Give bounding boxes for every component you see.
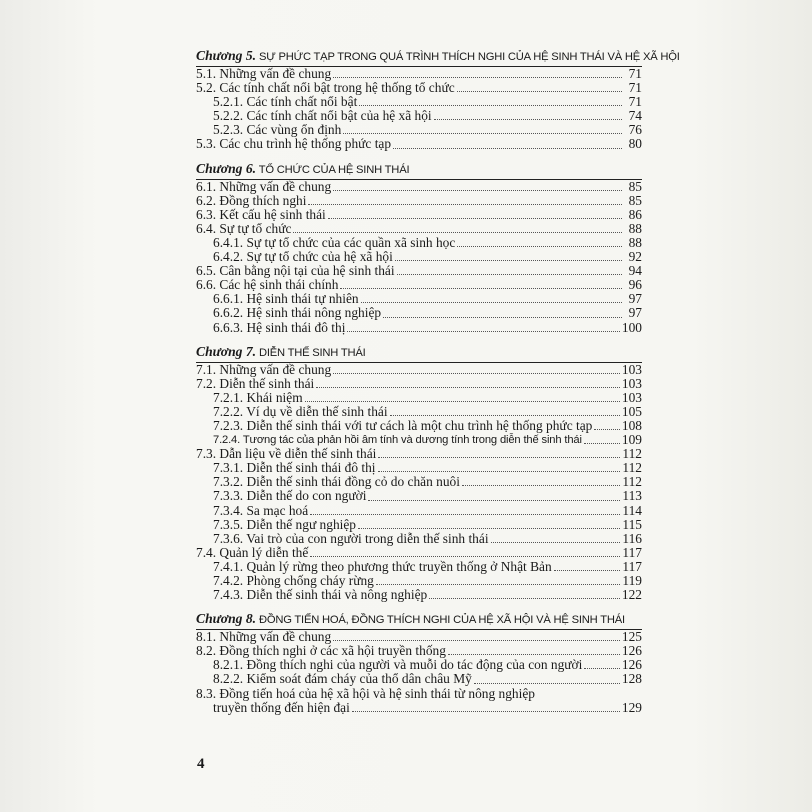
toc-entry [196, 180, 642, 194]
entry-line [196, 687, 642, 701]
entry-page: 113 [622, 488, 642, 504]
entry-title: 6.6. Các hệ sinh thái chính [196, 277, 339, 293]
dot-leader [462, 484, 620, 486]
toc-entry [196, 447, 642, 461]
toc-entry [196, 475, 642, 489]
entry-title: 7.2.1. Khái niệm [213, 389, 303, 405]
toc-entry [196, 658, 642, 672]
entry-page: 85 [628, 192, 642, 208]
entry-page: 71 [628, 80, 642, 96]
toc-entry [196, 363, 642, 377]
toc-entry [196, 644, 642, 658]
dot-leader [333, 639, 620, 641]
entry-title: 6.5. Cân bằng nội tại của hệ sinh thái [196, 263, 395, 279]
toc-entry [196, 81, 642, 95]
toc-entry [196, 461, 642, 475]
entry-title: 6.4. Sự tự tổ chức [196, 220, 292, 236]
entry-title: 8.2. Đồng thích nghi ở các xã hội truyền thống [196, 643, 446, 659]
chapter-title: DIỄN THẾ SINH THÁI [256, 346, 366, 359]
dot-leader [316, 386, 620, 388]
entry-title: 6.6.2. Hệ sinh thái nông nghiệp [213, 305, 382, 321]
toc-entry [196, 560, 642, 574]
entry-title: 7.3.6. Vai trò của con người trong diễn thế sinh thái [213, 530, 489, 546]
entry-title: 7.2. Diễn thế sinh thái [196, 375, 315, 391]
entry-title: 7.4.2. Phòng chống cháy rừng [213, 573, 374, 588]
entry-page: 76 [628, 122, 642, 138]
entry-title: 7.4. Quản lý diễn thế [196, 544, 309, 560]
entry-page: 74 [628, 108, 642, 124]
entry-page: 71 [628, 66, 642, 81]
entry-title: 7.2.2. Ví dụ về diễn thế sinh thái [213, 403, 388, 419]
dot-leader [378, 456, 620, 458]
dot-leader [358, 527, 620, 529]
entry-title: 5.2.2. Các tính chất nổi bật của hệ xã hội [213, 108, 432, 124]
toc-entry [196, 630, 642, 644]
dot-leader [554, 569, 621, 571]
entry-page: 80 [628, 136, 642, 152]
chapter-title: TỔ CHỨC CỦA HỆ SINH THÁI [256, 163, 410, 176]
entry-title: 7.3.1. Diễn thế sinh thái đô thị [213, 460, 376, 476]
entry-title: 6.6.1. Hệ sinh thái tự nhiên [213, 291, 359, 307]
entry-title: 7.3.2. Diễn thế sinh thái đồng cỏ do chăn nuôi [213, 474, 460, 490]
entry-title: 6.3. Kết cấu hệ sinh thái [196, 206, 326, 222]
dot-leader [333, 189, 622, 191]
dot-leader [383, 316, 622, 318]
chapter-heading [196, 160, 642, 180]
toc-entry [196, 222, 642, 236]
chapter-title: SỰ PHỨC TẠP TRONG QUÁ TRÌNH THÍCH NGHI CỦA HỆ SINH THÁI VÀ HỆ XÃ HỘI [256, 51, 680, 63]
entry-title: 7.2.4. Tương tác của phản hồi âm tính và dương tính trong diễn thế sinh thái [213, 434, 582, 447]
toc-entry [196, 377, 642, 391]
entry-title: 8.2.1. Đồng thích nghi của người và muỗi do tác động của con người [213, 657, 583, 673]
chapter-label: Chương 8. [196, 611, 257, 627]
chapter-label: Chương 5. [196, 48, 257, 63]
chapter-heading [196, 343, 642, 363]
entry-line [196, 701, 642, 715]
entry-page: 125 [621, 629, 642, 645]
dot-leader [594, 428, 620, 430]
dot-leader [491, 541, 621, 543]
entry-title: 7.3. Dẫn liệu về diễn thế sinh thái [196, 446, 377, 462]
toc-entry [196, 489, 642, 503]
chapter-title: ĐỒNG TIẾN HOÁ, ĐỒNG THÍCH NGHI CỦA HỆ XÃ HỘI VÀ HỆ SINH THÁI [256, 614, 625, 627]
entry-page: 105 [621, 403, 642, 419]
chapter-label: Chương 6. [196, 160, 257, 176]
toc-entry [196, 546, 642, 560]
dot-leader [308, 203, 622, 205]
dot-leader [584, 442, 620, 444]
page-number: 4 [197, 756, 205, 772]
entry-page: 115 [622, 516, 642, 532]
entry-page: 122 [621, 587, 642, 603]
dot-leader [368, 499, 620, 501]
dot-leader [343, 132, 622, 134]
entry-title: 7.4.1. Quản lý rừng theo phương thức truyền thống ở Nhật Bản [213, 558, 552, 574]
toc-entry [196, 518, 642, 532]
toc-entry [196, 532, 642, 546]
dot-leader [390, 414, 620, 416]
table-of-contents [196, 48, 680, 715]
entry-title: 7.3.4. Sa mạc hoá [213, 502, 309, 518]
entry-page: 112 [622, 474, 642, 490]
dot-leader [340, 287, 622, 289]
entry-page: 126 [621, 657, 642, 673]
dot-leader [393, 147, 622, 149]
entry-page: 88 [628, 234, 642, 250]
toc-entry [196, 67, 642, 81]
entry-title-continued: truyền thống đến hiện đại [213, 699, 350, 715]
toc-entry [196, 574, 642, 588]
entry-page: 129 [621, 699, 642, 715]
entry-page: 119 [622, 573, 642, 588]
entry-page: 103 [621, 375, 642, 391]
toc-entry [196, 95, 642, 109]
toc-entry [196, 433, 642, 447]
entry-page: 117 [622, 558, 642, 574]
dot-leader [448, 653, 620, 655]
entry-page: 97 [628, 291, 642, 307]
dot-leader [584, 667, 620, 669]
entry-title: 5.2. Các tính chất nổi bật trong hệ thống tổ chức [196, 80, 455, 96]
dot-leader [359, 104, 622, 106]
toc-entry [196, 405, 642, 419]
dot-leader [429, 597, 620, 599]
toc-entry [196, 687, 642, 715]
entry-page: 109 [621, 432, 642, 448]
dot-leader [376, 583, 621, 585]
entry-page: 103 [621, 389, 642, 405]
entry-title: 7.1. Những vấn đề chung [196, 361, 332, 377]
dot-leader [333, 76, 622, 78]
toc-entry [196, 250, 642, 264]
chapter-heading [196, 613, 642, 630]
dot-leader [397, 273, 622, 275]
dot-leader [333, 372, 620, 374]
entry-title: 6.2. Đồng thích nghi [196, 192, 307, 208]
toc-entry [196, 292, 642, 306]
toc-entry [196, 306, 642, 320]
toc-entry [196, 208, 642, 222]
dot-leader [434, 118, 622, 120]
dot-leader [378, 470, 621, 472]
entry-page: 92 [628, 249, 642, 265]
toc-entry [196, 672, 642, 686]
dot-leader [310, 555, 620, 557]
dot-leader [457, 245, 622, 247]
entry-page: 126 [621, 643, 642, 659]
dot-leader [474, 682, 620, 684]
toc-entry [196, 123, 642, 137]
toc-entry [196, 137, 642, 151]
dot-leader [310, 513, 620, 515]
entry-page: 86 [628, 206, 642, 222]
toc-entry [196, 278, 642, 292]
toc-entry [196, 264, 642, 278]
entry-page: 100 [621, 319, 642, 335]
entry-title: 6.1. Những vấn đề chung [196, 178, 332, 194]
entry-title: 5.2.1. Các tính chất nổi bật [213, 94, 358, 110]
entry-title: 7.3.3. Diễn thế do con người [213, 488, 367, 504]
entry-title: 6.4.1. Sự tự tổ chức của các quần xã sinh học [213, 234, 456, 250]
toc-entry [196, 194, 642, 208]
entry-title: 8.2.2. Kiểm soát đám cháy của thổ dân châu Mỹ [213, 671, 472, 687]
entry-title: 7.2.3. Diễn thế sinh thái với tư cách là một chu trình hệ thống phức tạp [213, 417, 593, 433]
dot-leader [347, 330, 619, 332]
dot-leader [395, 259, 622, 261]
entry-page: 103 [621, 361, 642, 377]
entry-title: 5.3. Các chu trình hệ thống phức tạp [196, 136, 392, 152]
entry-title: 6.6.3. Hệ sinh thái đô thị [213, 319, 346, 335]
dot-leader [293, 231, 622, 233]
dot-leader [305, 400, 620, 402]
entry-page: 71 [628, 94, 642, 110]
chapter-label: Chương 7. [196, 343, 257, 359]
toc-entry [196, 109, 642, 123]
entry-page: 117 [622, 544, 642, 560]
entry-title: 5.1. Những vấn đề chung [196, 66, 332, 81]
entry-page: 88 [628, 220, 642, 236]
dot-leader [328, 217, 622, 219]
entry-page: 114 [622, 502, 642, 518]
entry-page: 85 [628, 178, 642, 194]
entry-page: 108 [621, 417, 642, 433]
entry-page: 96 [628, 277, 642, 293]
entry-title: 6.4.2. Sự tự tổ chức của hệ xã hội [213, 249, 393, 265]
dot-leader [352, 710, 620, 712]
toc-entry [196, 419, 642, 433]
entry-page: 116 [622, 530, 642, 546]
entry-page: 112 [622, 446, 642, 462]
toc-entry [196, 588, 642, 602]
entry-page: 97 [628, 305, 642, 321]
toc-entry [196, 391, 642, 405]
entry-page: 94 [628, 263, 642, 279]
toc-entry [196, 321, 642, 335]
entry-page: 128 [621, 671, 642, 687]
dot-leader [457, 90, 622, 92]
entry-title: 8.1. Những vấn đề chung [196, 629, 332, 645]
dot-leader [361, 301, 622, 303]
entry-page: 112 [622, 460, 642, 476]
entry-title: 7.3.5. Diễn thế ngư nghiệp [213, 516, 357, 532]
entry-title: 8.3. Đồng tiến hoá của hệ xã hội và hệ sinh thái từ nông nghiệp [196, 685, 535, 701]
toc-entry [196, 504, 642, 518]
entry-title: 5.2.3. Các vùng ổn định [213, 122, 342, 138]
entry-title: 7.4.3. Diễn thế sinh thái và nông nghiệp [213, 587, 428, 603]
chapter-heading [196, 48, 680, 67]
toc-entry [196, 236, 642, 250]
